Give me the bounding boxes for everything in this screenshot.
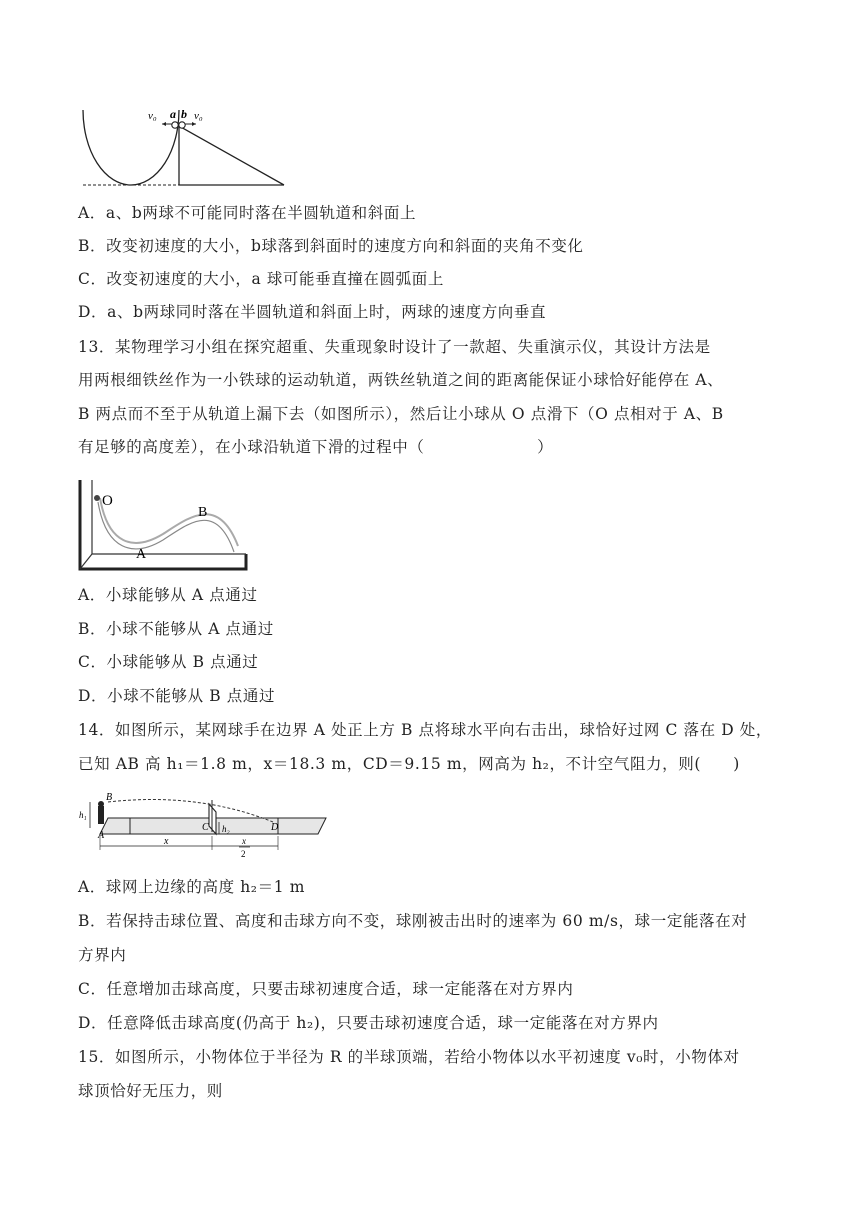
q13-option-c: C．小球能够从 B 点通过	[78, 653, 259, 671]
q13-option-a: A．小球能够从 A 点通过	[78, 586, 258, 604]
court-x-half-denominator: 2	[241, 849, 246, 859]
court-a-label: A	[98, 830, 105, 841]
tennis-court-diagram	[78, 792, 334, 864]
court-x-label: x	[164, 836, 169, 847]
point-o-label: O	[102, 493, 113, 509]
q14-option-a: A．球网上边缘的高度 h₂＝1 m	[78, 878, 306, 896]
court-h1-label: h₁	[79, 810, 87, 820]
semicircle-incline-diagram	[80, 104, 290, 190]
q13-stem-line-2: 用两根细铁丝作为一小铁球的运动轨道，两铁丝轨道之间的距离能保证小球恰好能停在 A、	[78, 371, 724, 389]
court-b-label: B	[106, 792, 113, 803]
q13-option-d: D．小球不能够从 B 点通过	[78, 687, 276, 705]
point-b-label: B	[198, 505, 208, 520]
q12-option-d: D．a、b两球同时落在半圆轨道和斜面上时，两球的速度方向垂直	[78, 303, 547, 321]
v0-right-label: v₀	[194, 110, 203, 122]
q12-option-c: C．改变初速度的大小，a 球可能垂直撞在圆弧面上	[78, 270, 444, 288]
q14-option-c: C．任意增加击球高度，只要击球初速度合适，球一定能落在对方界内	[78, 980, 574, 998]
q14-stem-line-2: 已知 AB 高 h₁＝1.8 m，x＝18.3 m，CD＝9.15 m，网高为 h₂，不计空气阻力，则( )	[78, 755, 740, 773]
q12-option-a: A．a、b两球不可能同时落在半圆轨道和斜面上	[78, 204, 417, 222]
q14-option-b-line-1: B．若保持击球位置、高度和击球方向不变，球刚被击出时的速率为 60 m/s，球一定能落在对	[78, 912, 748, 930]
q12-option-b: B．改变初速度的大小，b球落到斜面时的速度方向和斜面的夹角不变化	[78, 237, 584, 255]
q13-stem-line-4: 有足够的高度差），在小球沿轨道下滑的过程中（ ）	[78, 438, 554, 456]
wire-track-diagram	[78, 474, 254, 574]
q13-stem-line-3: B 两点而不至于从轨道上漏下去（如图所示），然后让小球从 O 点滑下（O 点相对于 A、B	[78, 405, 724, 423]
q14-option-b-line-2: 方界内	[78, 946, 127, 964]
v0-left-label: v₀	[148, 110, 157, 122]
q15-stem-line-2: 球顶恰好无压力，则	[78, 1082, 223, 1100]
q13-stem-line-1: 13．某物理学习小组在探究超重、失重现象时设计了一款超、失重演示仪，其设计方法是	[78, 338, 711, 356]
court-x-half-numerator: x	[242, 836, 246, 846]
wire-track-figure	[78, 474, 254, 574]
tennis-court-figure	[78, 792, 334, 864]
ball-a-label: a	[170, 107, 176, 121]
ball-b-label: b	[181, 107, 187, 121]
q13-option-b: B．小球不能够从 A 点通过	[78, 620, 274, 638]
q14-option-d: D．任意降低击球高度(仍高于 h₂)，只要击球初速度合适，球一定能落在对方界内	[78, 1014, 659, 1032]
point-a-label: A	[136, 547, 147, 562]
q14-stem-line-1: 14．如图所示，某网球手在边界 A 处正上方 B 点将球水平向右击出，球恰好过网 C 落在 D 处，	[78, 721, 773, 739]
court-h2-label: h₂	[222, 824, 230, 834]
semicircle-incline-figure	[80, 104, 290, 190]
court-c-label: C	[202, 822, 209, 833]
court-d-label: D	[271, 822, 279, 833]
q15-stem-line-1: 15．如图所示，小物体位于半径为 R 的半球顶端，若给小物体以水平初速度 v₀时，小物体对	[78, 1048, 740, 1066]
